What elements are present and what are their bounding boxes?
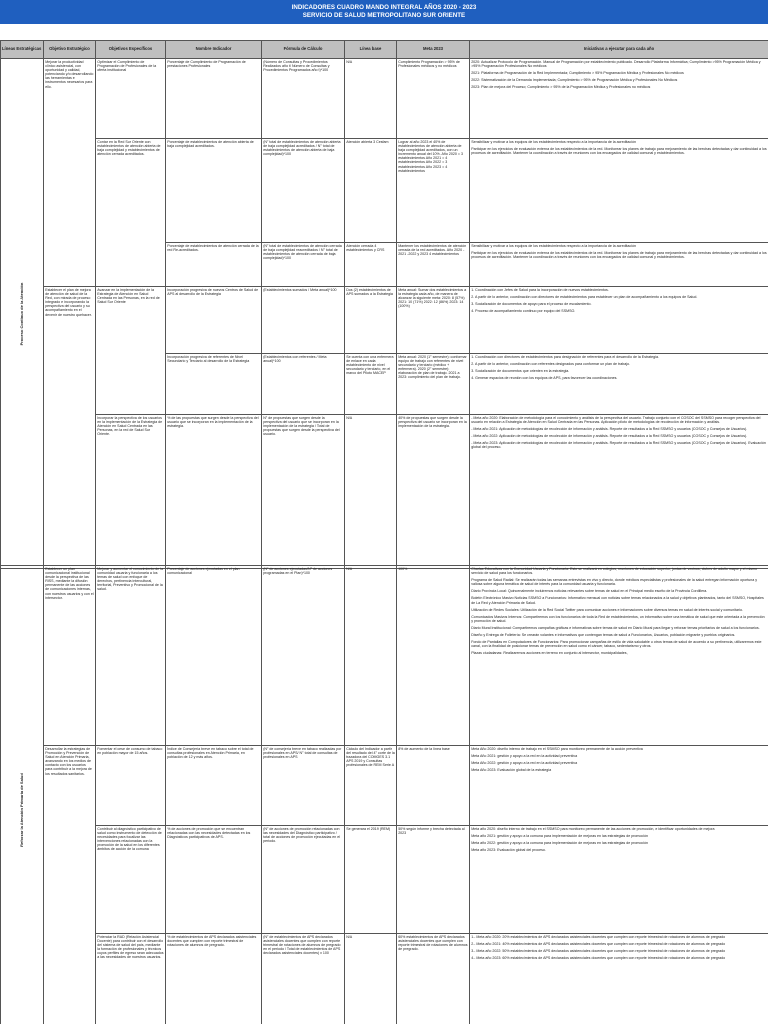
objetivo-especifico-cell: Avanzar en la implementación de la Estrategia de Atención en Salud Centrada en las Personas, en la red de Salud Sur Oriente: [96, 287, 166, 415]
header-lineas: Líneas Estratégicas: [1, 41, 44, 59]
iniciativas-cell: [470, 746, 768, 826]
header-iniciativas: Iniciativas a ejecutar para cada año: [470, 41, 768, 59]
formula-cell: (N° de acciones ejecutadas/N° de acciones programadas en el Plan)*100: [262, 566, 345, 746]
iniciativa-item: 1. Coordinación con Jefes de Salud para la incorporación de nuevos establecimientos.: [471, 288, 609, 292]
objetivo-especifico-cell: Contar en la Red Sur Oriente con establecimientos de atención abierta de baja complejidad y establecimientos de atención cerrada acreditados.: [96, 139, 166, 287]
nombre-indicador-cell: Porcentaje de establecimientos de atención cerrada de la red Re-acreditados.: [166, 243, 262, 287]
linea-base-cell: Dos (2) establecimientos de APS sumados a la Estrategia: [345, 287, 397, 354]
nombre-indicador-cell: Porcentaje de Cumplimiento de Programación de prestaciones Profesionales: [166, 59, 262, 139]
meta-cell: 60% establecimientos de APS declarados asistenciales docentes que cumplen con reporte trimestral de rotaciones de alumnos de pregrado.: [397, 934, 470, 1024]
indicators-table-section1: [0, 40, 768, 569]
linea-base-cell: N/A: [345, 415, 397, 569]
table-row: [1, 566, 768, 746]
iniciativa-item: Utilización de Redes Sociales: Utilización de la Red Social Twitter para comunicar acciones e informaciones sobre diversos temas en salud de interés social y comunitario.: [471, 607, 743, 612]
linea-base-cell: N/A: [345, 566, 397, 746]
iniciativa-item: 1.- Meta año 2020: 20% establecimientos de APS declarados asistenciales docentes que cumplen con reporte trimestral de rotaciones de alumnos de pregrado: [471, 935, 726, 939]
linea-base-cell: N/A: [345, 934, 397, 1024]
linea-base-cell: Atención cerrada 4 establecimientos y CRS: [345, 243, 397, 287]
iniciativa-item: Meta Año 2020: diseño interno de trabajo en el SSMSO para monitoreo permanente de la acción preventiva: [471, 747, 643, 751]
objetivo-especifico-cell: Potenciar la RAD (Relación Asistencial Docente) para contribuir con el desarrollo del sistema de salud del país, mediante la formación de profesionales y técnicos cuyos perfiles de egreso sean adecuados a las necesidades de nuestros usuarios.: [96, 934, 166, 1024]
header-nombre-indicador: Nombre Indicador: [166, 41, 262, 59]
iniciativa-item: Meta Año 2022: gestión y apoyo a la red en la actividad preventiva: [471, 761, 578, 766]
iniciativa-item: 2. A partir de lo anterior, coordinación con referentes designados para conformar un plan de trabajo.: [471, 362, 631, 367]
nombre-indicador-cell: Porcentaje de acciones ejecutadas en el plan comunicacional: [166, 566, 262, 746]
iniciativas-cell: [470, 139, 768, 243]
iniciativa-item: Plazas ciudadanas: Realizaremos acciones en terreno en conjunto al intersector, municipalidades,: [471, 651, 628, 656]
formula-cell: N° de propuestas que surgen desde la perspectiva del usuario que se incorporan en la implementación de la estrategia / Total de propuestas que surgen desde la perspectiva del usuario.: [262, 415, 345, 569]
iniciativa-item: Comunicados Masivos Internos: Compartiremos con los funcionarios de toda la Red de establecimientos, un informativo sobre una temática de salud que este orientada a la prevención y promoción de salud.: [471, 614, 765, 623]
linea-estrategica-label: Proceso Continuo de la Atención: [18, 282, 24, 345]
meta-cell: 8% de aumento de la línea base: [397, 746, 470, 826]
header-formula: Fórmula de Cálculo: [262, 41, 345, 59]
meta-cell: Cumplimiento Programación > 95% de Profesionales médicos y no médicos: [397, 59, 470, 139]
meta-cell: Mantener los establecimientos de atención cerrada de la red acreditados. Año 2020 - 2021 -2022 y 2023 4 establecimientos: [397, 243, 470, 287]
formula-cell: (N° total de establecimientos de atención cerrada de baja complejidad reacreditados / N° total de establecimientos de atención cerrada de baja complejidad)*100: [262, 243, 345, 287]
iniciativa-item: 3.- Meta año 2022: 50% establecimientos de APS declarados asistenciales docentes que cumplen con reporte trimestral de rotaciones de alumnos de pregrado: [471, 949, 726, 954]
iniciativa-item: 2023: Plan de mejora del Proceso; Cumplimiento > 95% de la Programación Médica y Profesionales no médicos: [471, 85, 651, 90]
formula-cell: (Número de Consultas y Procedimientos Realizados año t/ Número de Consultas y Procedimientos Programados año t)*100: [262, 59, 345, 139]
iniciativa-item: Boletín Electrónico Masivo Noticias SSMSO a Funcionarios: Informativo mensual con noticias sobre temas relacionados a la salud y objetivos planteados, tanto del SSMSO, Hospitales de La Red y Atención Primaria de Salud.: [471, 596, 764, 605]
iniciativa-item: 2.- Meta año 2021: 40% establecimientos de APS declarados asistenciales docentes que cumplen con reporte trimestral de rotaciones de alumnos de pregrado: [471, 942, 726, 947]
iniciativa-item: 1. Coordinación con directores de establecimientos para designación de referentes para el desarrollo de la Estrategia.: [471, 355, 659, 359]
iniciativa-item: - Meta año 2023: Aplicación de metodologías de recolección de información y análisis. Reporte de resultados a la Red SSMSO y usuarios (COSOC y Consejos de Usuarios). Evaluación global del proceso.: [471, 441, 766, 450]
meta-cell: Lograr al año 2023 el 40% de establecimientos de atención abierta de baja complejidad acreditados, con un incremento anual del 10%. Año 2020 = 3 establecimientos Año 2021 = 4 establecimientos Año 2022 = 3 establecimientos Año 2023 = 4 establecimientos: [397, 139, 470, 243]
iniciativa-item: 2021: Plataforma de Programación de la Red Implementada; Cumplimiento > 95% Programación Médica y Profesionales No médicos: [471, 71, 684, 76]
iniciativa-item: 4.- Meta año 2023: 60% establecimientos de APS declarados asistenciales docentes que cumplen con reporte trimestral de rotaciones de alumnos de pregrado: [471, 956, 726, 961]
iniciativa-item: Diseño y Entrega de Folletería: Se crearán volantes e informativos que contengan temas de salud a Funcionarios, Usuarios, población migrante y pueblos originarios.: [471, 633, 736, 638]
iniciativa-item: Participar en los ejercicios de evaluación externa de los establecimientos de la red. Monitorear los planes de trabajo para mejoramiento de las brechas detectadas y dar continuidad a los procesos de acreditación. Mantener la coordinación a través de reuniones con los encargados de calidad comunal y establecimientos.: [471, 251, 767, 260]
document-banner: [0, 0, 768, 24]
iniciativa-item: Meta Año 2021: gestión y apoyo a la red en la actividad preventiva: [471, 754, 578, 759]
nombre-indicador-cell: Incorporación progresiva de referentes de Nivel Secundario y Terciario al desarrollo de la Estrategia: [166, 354, 262, 415]
iniciativa-item: Meta año 2020: diseño interno de trabajo en el SSMSO para monitoreo permanente de las acciones de promoción, e identificar oportunidades de mejora: [471, 827, 715, 831]
iniciativas-cell: [470, 826, 768, 934]
table-row: [1, 746, 768, 826]
formula-cell: (N° de acciones de promoción relacionadas con las necesidades del Diagnóstico participativo / total de acciones de promoción ejecutadas en el periodo.: [262, 826, 345, 934]
iniciativa-item: 2022: Sistematización de la Demanda Implementada; Cumplimiento > 95% de Programación Médica y Profesionales No Médicos: [471, 78, 678, 83]
nombre-indicador-cell: % de establecimientos de APS declarados asistenciales docentes que cumplen con reporte trimestral de rotaciones de alumnos de pregrado.: [166, 934, 262, 1024]
meta-cell: Meta anual: 2020 (1° semestre): conformar equipo de trabajo con referentes de nivel secundario y terciario (médico + enfermera). 2020 (2° semestre): elaboración de plan de trabajo. 2021 a 2023: cumplimiento del plan de trabajo.: [397, 354, 470, 415]
iniciativas-cell: [470, 566, 768, 746]
iniciativas-cell: [470, 934, 768, 1024]
formula-cell: (N° de establecimientos de APS declarados asistenciales docentes que cumplen con reporte trimestral de rotaciones de alumnos de pregrado en el periodo / Total de establecimientos de APS declarados asistenciales docentes) x 100: [262, 934, 345, 1024]
objetivo-especifico-cell: Optimizar el Cumplimiento de Programación de Profesionales de la oferta institucional: [96, 59, 166, 139]
objetivo-especifico-cell: Fomentar el cese de consumo de tabaco en población mayor de 15 años.: [96, 746, 166, 826]
meta-cell: 50% según informe y brecha detectada al 2023: [397, 826, 470, 934]
iniciativa-item: - Meta año 2020: Elaboración de metodología para el conocimiento y análisis de la perspectiva del usuario. Trabajo conjunto con el COSOC del SSMSO para recoger perspectiva del usuario en relación a Estrategia de Atención en Salud Centrada en las Personas. Aplicación piloto de metodologías de recolección de información y análisis.: [471, 416, 761, 425]
meta-cell: Meta anual: Sumar dos establecimientos a la estrategia cada año, de manera de alcanzar la siguiente meta: 2020: 8 (57%) 2021: 10 (71%) 2022: 12 (86%) 2023: 14 (100%): [397, 287, 470, 354]
iniciativas-cell: [470, 243, 768, 287]
iniciativa-item: - Meta año 2022: Aplicación de metodologías de recolección de información y análisis. Reporte de resultados a la Red SSMSO y usuarios (COSOC y Consejos de Usuarios).: [471, 434, 748, 439]
iniciativa-item: 2020: Actualizar Protocolo de Programación. Manual de Programación por establecimiento publicado. Desarrollo Plataforma Informática; Cumplimiento >95% Programación Médica y >95% Programación Profesionales No médicos: [471, 60, 761, 69]
iniciativas-cell: [470, 287, 768, 354]
meta-cell: 100%: [397, 566, 470, 746]
table-row: [1, 415, 768, 569]
iniciativa-item: 3. Socialización de documentos que orienten en la estrategia.: [471, 369, 570, 374]
nombre-indicador-cell: % de acciones de promoción que se encuentran relacionadas con las necesidades detectadas en los Diagnósticos participativos de APS.: [166, 826, 262, 934]
objetivo-estrategico-cell: Desarrollar la estrategias de Promoción y Prevención de Salud en Atención Primaria, avanzando en los medios de contacto con los usuarios para contribuir a la mejora de los resultados sanitarios.: [44, 746, 96, 1024]
iniciativa-item: Programa de Salud Radial: Se realizarán todas las semanas entrevistas en vivo y directo, donde médicos especialistas y profesionales de la salud entregan información oportuna y valiosa sobre alguna temática de salud de interés para la comunidad usuaria y funcionaria.: [471, 578, 758, 587]
formula-cell: (Establecimientos sumados / Meta anual)*100: [262, 287, 345, 354]
table-row: [1, 826, 768, 934]
table-row: [1, 287, 768, 354]
meta-cell: 40% de propuestas que surgen desde la perspectiva del usuario se incorporan en la implementación de la estrategia.: [397, 415, 470, 569]
header-linea-base: Línea base: [345, 41, 397, 59]
header-meta: Meta 2023: [397, 41, 470, 59]
linea-base-cell: N/A: [345, 59, 397, 139]
iniciativas-cell: [470, 59, 768, 139]
objetivo-especifico-cell: Mejorar y aumentar el conocimiento de la comunidad usuaria y funcionaria a los temas de salud con enfoque de derechos, pertinencia intercultural, territorial, Preventivo y Promocional de la salud.: [96, 566, 166, 746]
linea-base-cell: Se generara el 2019 (REM): [345, 826, 397, 934]
table-row: [1, 139, 768, 243]
iniciativa-item: Sensibilizar y motivar a los equipos de los establecimientos respecto a la importancia de la acreditación: [471, 244, 636, 248]
nombre-indicador-cell: Porcentaje de establecimientos de atención abierta de baja complejidad acreditados.: [166, 139, 262, 243]
nombre-indicador-cell: % de las propuestas que surgen desde la perspectiva del usuario que se incorporan en la implementación de la estrategia.: [166, 415, 262, 569]
header-objetivo-estrategico: Objetivo Estratégico: [44, 41, 96, 59]
iniciativa-item: Charlas Educativas con la Comunidad Usuaria y Funcionaria: Esto se realizará en colegios, reuniones de educación superior, juntas de vecinos, clubes de adulto mayor y el mismo servicio de salud para los funcionarios.: [471, 567, 758, 576]
linea-base-cell: Se cuenta con una enfermera de enlace en cada establecimiento de nivel secundario y terciario, en el marco del Piloto MACEP: [345, 354, 397, 415]
linea-base-cell: Atención abierta 3 Cesfam: [345, 139, 397, 243]
iniciativa-item: Diario Mural Institucional: Compartiremos campañas gráficas e informativas sobre temas de salud en Diario Mural para llegar y reforzar temas prioritarios de salud a los funcionarios.: [471, 625, 760, 630]
iniciativas-cell: [470, 415, 768, 569]
objetivo-estrategico-cell: Mejorar la productividad clínico asistencial, con oportunidad y calidad, potenciando y/o desarrollando las herramientas e instrumentos necesarios para ello.: [44, 59, 96, 287]
nombre-indicador-cell: Índice de Consejería breve en tabaco sobre el total de consultas profesionales en Atención Primaria, en población de 12 y más años.: [166, 746, 262, 826]
iniciativas-cell: [470, 354, 768, 415]
objetivo-estrategico-cell: Establecer un plan comunicacional institucional desde la perspectiva de las RISS, mediante la difusión permanente de las acciones de comunicaciones internas, con nuestros usuarios y con el intersector.: [44, 566, 96, 746]
iniciativa-item: Participar en los ejercicios de evaluación externa de los establecimientos de la red. Monitorear los planes de trabajo para mejoramiento de las brechas detectadas y dar continuidad a los procesos de acreditación. Mantener la coordinación a través de reuniones con los encargados de calidad comunal y establecimientos.: [471, 147, 767, 156]
table-row: [1, 59, 768, 139]
linea-estrategica-cell: [1, 566, 44, 1024]
iniciativa-item: Fondo de Pantallas en Computadores de Funcionarios: Para promocionar campañas de estilo de vida saludable u otros temas de salud de acuerdo a su pertinencia, utilizaremos este canal, con la finalidad de posicionar temas de prevención en salud como el cáncer, tabaco, sedentarismo y otros.: [471, 640, 762, 649]
linea-estrategica-cell: [1, 59, 44, 569]
iniciativa-item: Sensibilizar y motivar a los equipos de los establecimientos respecto a la importancia de la acreditación: [471, 140, 636, 144]
linea-base-cell: Cálculo del Indicador a partir del resultado del 4° corte de la trazadora del COMGES 3.1 APS 2019 y Consultas profesionales de REM Serie A: [345, 746, 397, 826]
iniciativa-item: Meta año 2021: gestión y apoyo a la comuna para implementación de mejoras en las estrategias de promoción: [471, 834, 648, 839]
iniciativa-item: Meta año 2022: gestión y apoyo a la comuna para implementación de mejoras en las estrategias de promoción: [471, 841, 648, 846]
formula-cell: (N° de consejería breve en tabaco realizadas por profesionales en APS/ N° total de consultas de profesionales en APS: [262, 746, 345, 826]
table-header-row: [1, 41, 768, 59]
iniciativa-item: 4. Generar espacios de reunión con los equipos de APS, para favorecer las coordinaciones.: [471, 376, 618, 381]
objetivo-especifico-cell: Incorporar la perspectiva de los usuarios en la implementación de la Estrategia de Atención en Salud Centrada en las Personas, en la red de Salud Sur Oriente.: [96, 415, 166, 569]
indicators-table-section2: [0, 565, 768, 1024]
iniciativa-item: - Meta año 2021: Aplicación de metodologías de recolección de información y análisis. Reporte de resultados a la Red SSMSO y usuarios (COSOC y Consejos de Usuarios).: [471, 427, 748, 432]
formula-cell: (Establecimientos con referentes / Meta anual)*100: [262, 354, 345, 415]
iniciativa-item: 4. Proceso de acompañamiento continuo por equipo del SSMSO.: [471, 309, 576, 314]
header-objetivos-especificos: Objetivos Específicos: [96, 41, 166, 59]
iniciativa-item: 3. Socialización de documentos de apoyo para el proceso de escalamiento.: [471, 302, 592, 307]
table-row: [1, 934, 768, 1024]
banner-subtitle: SERVICIO DE SALUD METROPOLITANO SUR ORIENTE: [302, 11, 466, 19]
iniciativa-item: 2. A partir de lo anterior, coordinación con directores de establecimientos para establecer un plan de acompañamiento a los equipos de Salud.: [471, 295, 698, 300]
banner-title: INDICADORES CUADRO MANDO INTEGRAL AÑOS 2020 - 2023: [291, 4, 477, 11]
iniciativa-item: Diario Provincia Local: Quincenalmente incluiremos noticias relevantes sobre temas de salud en el Principal medio escrito de la Provincia Cordillera.: [471, 589, 708, 594]
formula-cell: (N° total de establecimientos de atención abierta de baja complejidad acreditados / N° total de establecimientos de atención abierta de baja complejidad)*100: [262, 139, 345, 243]
iniciativa-item: Meta Año 2023: Evaluación global de la estrategia: [471, 768, 552, 773]
nombre-indicador-cell: Incorporación progresiva de nuevos Centros de Salud de APS al desarrollo de la Estrategia: [166, 287, 262, 354]
linea-estrategica-label: Reforzar la Atención Primaria de Salud: [18, 772, 24, 847]
objetivo-estrategico-cell: Establecer el plan de mejora de atención de salud de la Red, con mirada de proceso integrado e incorporando la perspectiva del usuario y su acompañamiento en el devenir de nuestro quehacer.: [44, 287, 96, 569]
objetivo-especifico-cell: Contribuir al diagnóstico participativo de salud como instrumento de detección de necesidades para focalizar las intervenciones relacionadas con la promoción de la salud en los diferentes ámbitos de acción de la comuna: [96, 826, 166, 934]
iniciativa-item: Meta año 2023: Evaluación global del proceso.: [471, 848, 546, 853]
